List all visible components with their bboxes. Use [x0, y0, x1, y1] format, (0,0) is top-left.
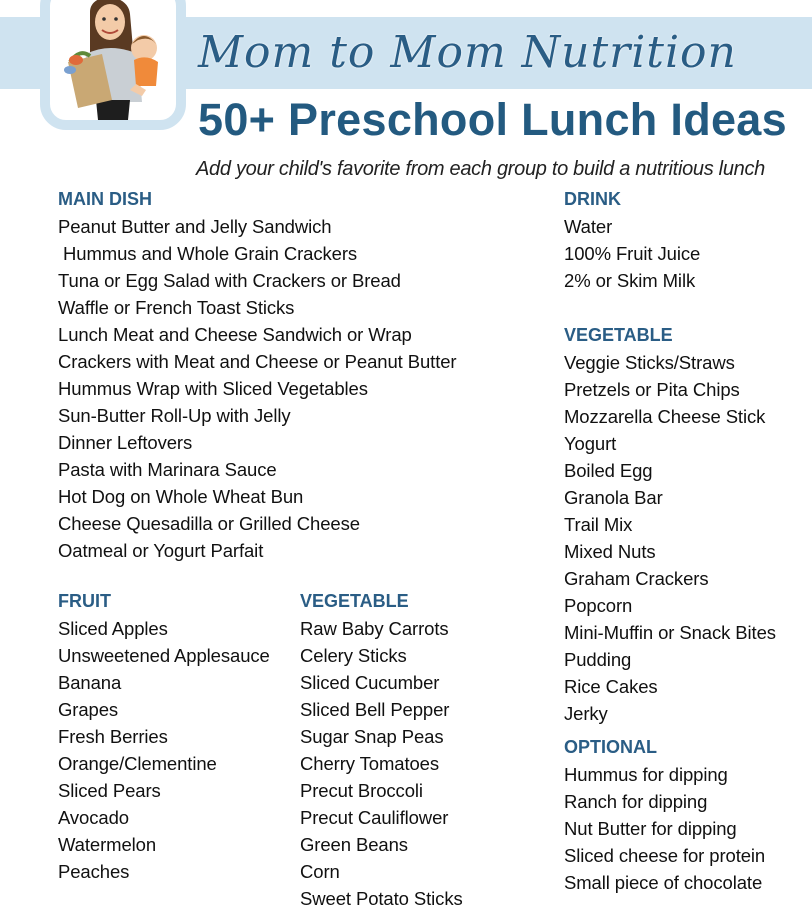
section-title: VEGETABLE	[564, 325, 673, 345]
section-vegetable-snacks	[564, 322, 776, 727]
list-item: Hummus and Whole Grain Crackers	[58, 243, 358, 264]
section-optional	[564, 734, 765, 896]
section-title: OPTIONAL	[564, 737, 657, 757]
section-title: FRUIT	[58, 591, 111, 611]
list-item: Orange/Clementine	[58, 753, 217, 774]
page-title: 50+ Preschool Lunch Ideas	[198, 94, 787, 145]
list-item: Watermelon	[58, 834, 157, 855]
list-item: Celery Sticks	[300, 645, 407, 666]
list-item: Sliced cheese for protein	[564, 845, 766, 866]
list-item: Mixed Nuts	[564, 541, 656, 562]
list-item: Boiled Egg	[564, 460, 653, 481]
list-item: Cheese Quesadilla or Grilled Cheese	[58, 513, 360, 534]
list-item: Cherry Tomatoes	[300, 753, 440, 774]
list-item: Peanut Butter and Jelly Sandwich	[58, 216, 332, 237]
section-fruit	[58, 588, 270, 885]
list-item: Hummus for dipping	[564, 764, 728, 785]
list-item: Small piece of chocolate	[564, 872, 763, 893]
list-item: Oatmeal or Yogurt Parfait	[58, 540, 264, 561]
list-item: Sliced Apples	[58, 618, 168, 639]
list-item: Sun-Butter Roll-Up with Jelly	[58, 405, 291, 426]
list-item: Graham Crackers	[564, 568, 709, 589]
section-vegetable	[300, 588, 463, 912]
list-item: Sliced Bell Pepper	[300, 699, 450, 720]
section-drink	[564, 186, 700, 294]
list-item: Water	[564, 216, 613, 237]
list-item: Sliced Pears	[58, 780, 161, 801]
list-item: Veggie Sticks/Straws	[564, 352, 735, 373]
list-item: Trail Mix	[564, 514, 633, 535]
section-title: MAIN DISH	[58, 189, 152, 209]
list-item: Avocado	[58, 807, 129, 828]
list-item: Fresh Berries	[58, 726, 168, 747]
list-item: Hummus Wrap with Sliced Vegetables	[58, 378, 368, 399]
list-item: Green Beans	[300, 834, 408, 855]
list-item: Grapes	[58, 699, 119, 720]
list-item: Rice Cakes	[564, 676, 658, 697]
list-item: Mozzarella Cheese Stick	[564, 406, 766, 427]
list-item: Raw Baby Carrots	[300, 618, 449, 639]
list-item: Lunch Meat and Cheese Sandwich or Wrap	[58, 324, 412, 345]
list-item: 100% Fruit Juice	[564, 243, 701, 264]
list-item: Sliced Cucumber	[300, 672, 440, 693]
list-item: 2% or Skim Milk	[564, 270, 696, 291]
list-item: Waffle or French Toast Sticks	[58, 297, 295, 318]
section-main-dish	[58, 186, 457, 564]
list-item: Sweet Potato Sticks	[300, 888, 463, 909]
list-item: Ranch for dipping	[564, 791, 708, 812]
list-item: Corn	[300, 861, 340, 882]
list-item: Nut Butter for dipping	[564, 818, 737, 839]
list-item: Yogurt	[564, 433, 617, 454]
list-item: Precut Cauliflower	[300, 807, 449, 828]
list-item: Precut Broccoli	[300, 780, 423, 801]
section-title: DRINK	[564, 189, 621, 209]
list-item: Mini-Muffin or Snack Bites	[564, 622, 776, 643]
list-item: Popcorn	[564, 595, 633, 616]
list-item: Banana	[58, 672, 122, 693]
list-item: Dinner Leftovers	[58, 432, 193, 453]
list-item: Granola Bar	[564, 487, 663, 508]
mom-carrying-child-and-groceries-icon	[50, 0, 176, 120]
logo	[40, 0, 186, 130]
list-item: Jerky	[564, 703, 608, 724]
list-item: Sugar Snap Peas	[300, 726, 444, 747]
list-item: Unsweetened Applesauce	[58, 645, 270, 666]
list-item: Pasta with Marinara Sauce	[58, 459, 277, 480]
section-title: VEGETABLE	[300, 591, 409, 611]
list-item: Crackers with Meat and Cheese or Peanut Butter	[58, 351, 457, 372]
list-item: Pudding	[564, 649, 632, 670]
list-item: Peaches	[58, 861, 130, 882]
list-item: Tuna or Egg Salad with Crackers or Bread	[58, 270, 401, 291]
subtitle: Add your child's favorite from each group to build a nutritious lunch	[196, 158, 765, 180]
list-item: Pretzels or Pita Chips	[564, 379, 740, 400]
list-item: Hot Dog on Whole Wheat Bun	[58, 486, 304, 507]
brand-name: Mom to Mom Nutrition	[198, 27, 737, 78]
